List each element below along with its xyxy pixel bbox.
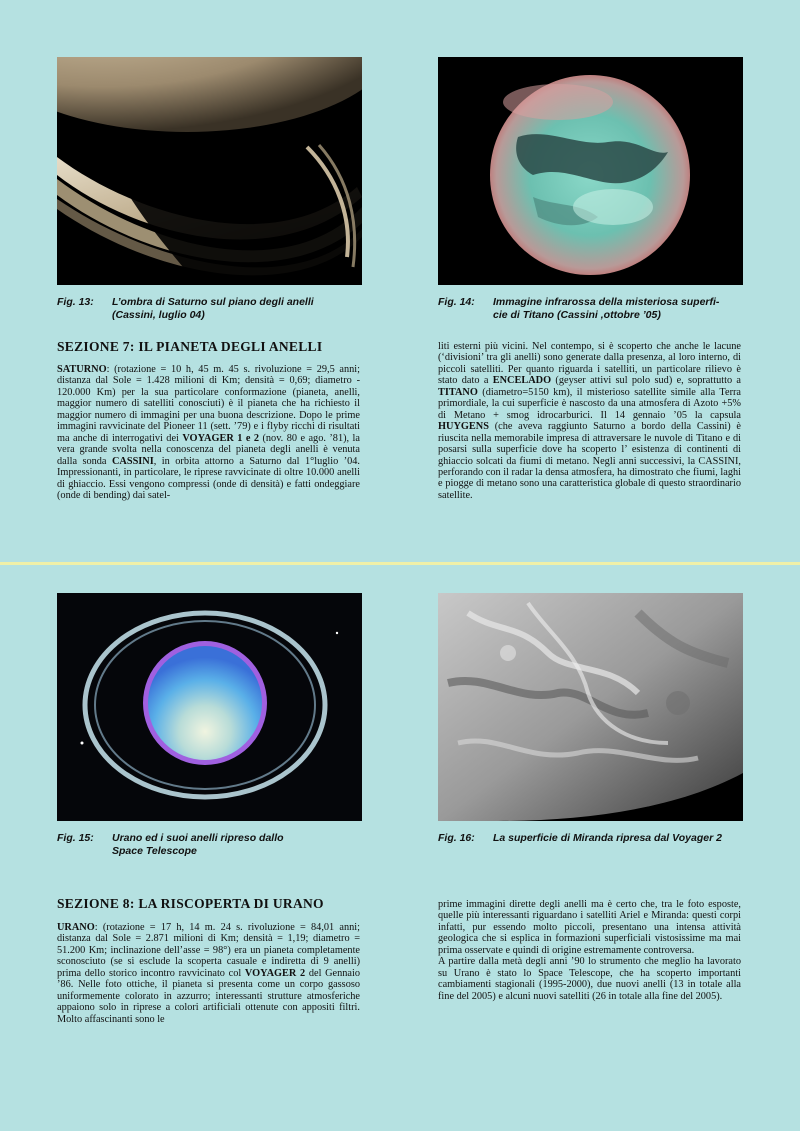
text-run: del Gennaio ’86. Nelle foto ottiche, il pianeta si presenta come un corpo gassoso uniformemente colorato in azzurro; interessanti strutture atmosferiche appaiono solo in riprese a colori artificiali ottenute con appositi filtri. Molto affascinanti sono le [57,967,360,1025]
bold-term: CASSINI [111,455,154,467]
figure-saturn-rings [57,57,362,285]
bold-term: VOYAGER 1 e 2 [182,432,260,444]
caption-fig14 [438,296,758,326]
text-run: (diametro=5150 km), il misterioso satellite simile alla Terra primordiale, la cui superficie è nascosto da una atmosfera di Azoto +5% di Metano + smog idrocarburici. Il 14 gennaio ’05 la capsula [438,386,741,421]
titan-image [438,57,743,285]
text-run: , in orbita attorno a Saturno dal 1°luglio ’04. Impressionanti, in particolare, le riprese ravvicinate di oltre 10.000 anelli di ghiaccio. Essi vengono compressi (onde di densità) e fatti ondeggiare (onde di bending) dai satel- [57,455,360,501]
saturn-rings-image [57,57,362,285]
bold-term: SATURNO [57,364,107,375]
text-run: : (rotazione = 17 h, 14 m. 24 s. rivoluzione = 84,01 anni; distanza dal Sole = 2.871 milioni di Km; densità = 1,19; diametro = 51.200 Km; inclinazione dell’asse = 98°) era un pianeta completamente sconosciuto (se si esclude la scoperta casuale e indiretta di 9 anelli) prima dello storico incontro ravvicinato col [57,922,360,979]
figure-number: Fig. 15: [57,832,94,844]
figure-caption [112,832,284,858]
caption-line: Urano ed i suoi anelli ripreso dallo [112,832,284,844]
caption-line: (Cassini, luglio 04) [112,309,205,321]
figure-number: Fig. 16: [438,832,475,844]
figure-uranus [57,593,362,821]
figure-caption [493,832,722,845]
figure-number: Fig. 13: [57,296,94,308]
text-run: (nov. 80 e ago. ’81), la vera grande svolta nella conoscenza del pianeta degli anelli è venuta dalla sonda [57,432,360,467]
section8-heading: SEZIONE 8: LA RISCOPERTA DI URANO [57,896,324,911]
text-run: : (rotazione = 10 h, 45 m. 45 s. rivoluzione = 29,5 anni; distanza dal Sole = 1.428 milioni di Km; densità = 0,69; diametro - 120.000 Km) per la sua particolare conformazione (pianeta, anelli, maggior numero di satelliti conosciuti) è il pianeta che ha richiesto il maggior numero di immagini per una buona descrizione. Dopo le prime immagini ravvicinate del Pioneer 11 (sett. ’79) e i flyby ricchi di risultati ma anche di interrogativi dei [57,364,360,444]
text-run: (che aveva raggiunto Saturno a bordo della Cassini) è riuscita nella memorabile impresa di attraversare le nuvole di Titano e di posarsi sulla superficie dove ha scoperto l’ esistenza di continenti di ghiaccio solcati da fiumi di metano. Negli anni successivi, la CASSINI, perforando con il radar la densa atmosfera, ha dimostrato che fiumi, laghi e piogge di metano sono una caratteristica globale di questo straordinario satellite. [438,421,741,501]
section7-heading: SEZIONE 7: IL PIANETA DEGLI ANELLI [57,339,323,354]
section7-right-column [438,341,741,501]
section-divider [0,562,800,565]
bold-term: HUYGENS [438,421,489,433]
figure-miranda [438,593,743,821]
section7-left-column [57,364,360,501]
caption-line: Immagine infrarossa della misteriosa superfi- [493,296,720,308]
caption-fig15 [57,832,377,862]
figure-titan [438,57,743,285]
caption-line: cie di Titano (Cassini ,ottobre ’05) [493,309,661,321]
uranus-image [57,593,362,821]
caption-fig16 [438,832,758,848]
bold-term: URANO [57,922,95,933]
figure-number: Fig. 14: [438,296,475,308]
paragraph: A partire dalla metà degli anni ’90 lo strumento che meglio ha lavorato su Urano è stato lo Space Telescope, che ha scoperto importanti cambiamenti stagionali (1995-2000), due nuovi anelli (13 in totale alla fine del 2005) e alcuni nuovi satelliti (26 in totale alla fine del 2005). [438,956,741,1002]
caption-line: L’ombra di Saturno sul piano degli anelli [112,296,314,308]
bold-term: ENCELADO [492,375,552,387]
text-run: (geyser attivi sul polo sud) e, soprattutto a [551,375,741,387]
figure-caption [493,296,719,322]
section8-right-column [438,899,741,1002]
figure-caption [112,296,314,322]
miranda-image [438,593,743,821]
text-run: liti esterni più vicini. Nel contempo, si è scoperto che anche le lacune (‘divisioni’ tra gli anelli) sono generate dalla presenza, al loro interno, di piccoli satelliti. Per quanto riguarda i satelliti, un particolare rilievo è stato dato a [438,341,741,387]
caption-line: Space Telescope [112,845,197,857]
caption-line: La superficie di Miranda ripresa dal Voyager 2 [493,832,722,844]
bold-term: TITANO [438,386,478,398]
section8-left-column [57,922,360,1025]
bold-term: VOYAGER 2 [244,967,306,979]
paragraph: prime immagini dirette degli anelli ma è certo che, tra le foto esposte, quelle più interessanti riguardano i satelliti Ariel e Miranda: questi corpi infatti, pur essendo molto piccoli, presentano una intensa attività geologica che si esplica in formazioni superficiali vistosissime ma mai prima osservate e quindi di origine estremamente controversa. [438,899,741,956]
caption-fig13 [57,296,377,326]
